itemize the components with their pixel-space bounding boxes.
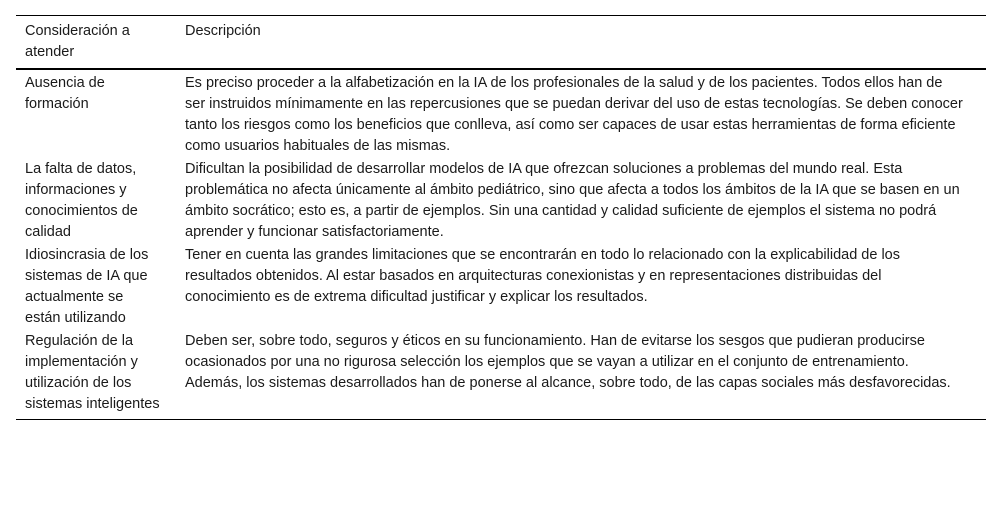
table-row bbox=[16, 243, 986, 329]
header-description: Descripción bbox=[185, 23, 261, 39]
table-row bbox=[16, 329, 986, 420]
row-consideration: La falta de datos, informaciones y conocimientos de calidad bbox=[25, 161, 138, 240]
table-row bbox=[16, 69, 986, 157]
table-row bbox=[16, 157, 986, 243]
row-description: Dificultan la posibilidad de desarrollar modelos de IA que ofrezcan soluciones a problemas del mundo real. Esta problemática no afecta únicamente al ámbito pediátrico, sino que afecta a todos los ámbitos de la IA que se basen en un ámbito socrático; esto es, a partir de ejemplos. Sin una cantidad y calidad suficiente de ejemplos el sistema no podrá aprender y funcionar satisfactoriamente. bbox=[185, 161, 960, 240]
row-description: Tener en cuenta las grandes limitaciones que se encontrarán en todo lo relacionado con la explicabilidad de los resultados obtenidos. Al estar basados en arquitecturas conexionistas y en representaciones distribuidas del conocimiento es de extrema dificultad justificar y explicar los resultados. bbox=[185, 247, 900, 305]
header-row bbox=[16, 16, 986, 70]
row-consideration: Regulación de la implementación y utilización de los sistemas inteligentes bbox=[25, 333, 160, 412]
considerations-table bbox=[16, 15, 986, 420]
table-body bbox=[16, 69, 986, 420]
table-header bbox=[16, 16, 986, 70]
header-consideration: Consideración a atender bbox=[25, 23, 130, 60]
row-description: Deben ser, sobre todo, seguros y éticos en su funcionamiento. Han de evitarse los sesgos que pudieran producirse ocasionados por una no rigurosa selección los ejemplos que se vayan a utilizar en el conjunto de entrenamiento. Además, los sistemas desarrollados han de ponerse al alcance, sobre todo, de las capas sociales más desfavorecidas. bbox=[185, 333, 951, 391]
row-consideration: Idiosincrasia de los sistemas de IA que actualmente se están utilizando bbox=[25, 247, 149, 326]
row-description: Es preciso proceder a la alfabetización en la IA de los profesionales de la salud y de los pacientes. Todos ellos han de ser instruidos mínimamente en las repercusiones que se puedan derivar del uso de estas tecnologías. Se deben conocer tanto los riesgos como los beneficios que conlleva, así como ser capaces de usar estas herramientas de forma eficiente como usuarios habituales de las mismas. bbox=[185, 75, 963, 154]
row-consideration: Ausencia de formación bbox=[25, 75, 105, 112]
